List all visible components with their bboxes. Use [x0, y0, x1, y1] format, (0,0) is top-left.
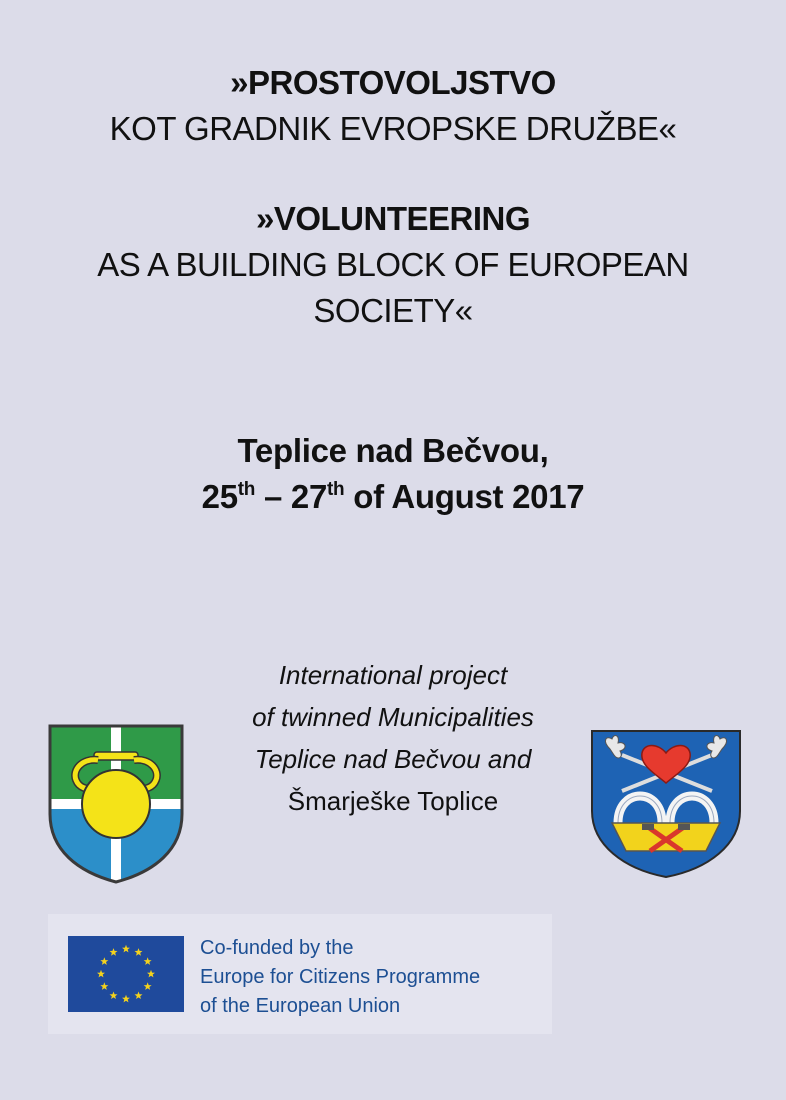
event-day-end: 27	[290, 478, 327, 515]
project-description	[180, 654, 606, 822]
teplice-nad-becvou-coat-of-arms-icon	[588, 727, 744, 879]
eu-funding-box	[48, 914, 552, 1034]
event-day-end-suffix: th	[327, 479, 345, 500]
english-title	[0, 196, 786, 334]
event-dates	[0, 474, 786, 520]
slovenian-title-line1: »PROSTOVOLJSTVO	[230, 64, 556, 101]
event-day-start: 25	[201, 478, 238, 515]
project-line1: International project	[278, 660, 508, 690]
event-place: Teplice nad Bečvou,	[237, 432, 549, 469]
english-title-line1: »VOLUNTEERING	[255, 200, 531, 237]
eu-funding-line3: of the European Union	[200, 995, 401, 1017]
slovenian-title	[0, 60, 786, 152]
english-title-line2: AS A BUILDING BLOCK OF EUROPEAN	[97, 246, 689, 283]
event-details	[0, 428, 786, 520]
english-title-line3: SOCIETY«	[313, 292, 473, 329]
event-date-dash: –	[255, 478, 291, 515]
project-line2: of twinned Municipalities	[252, 702, 534, 732]
project-line3: Teplice nad Bečvou and	[254, 744, 532, 774]
event-day-start-suffix: th	[237, 479, 256, 500]
eu-funding-text	[200, 934, 480, 1021]
eu-funding-line2: Europe for Citizens Programme	[200, 966, 481, 988]
eu-flag-icon	[68, 936, 184, 1012]
eu-funding-line1: Co-funded by the	[200, 937, 354, 959]
slovenian-title-line2: KOT GRADNIK EVROPSKE DRUŽBE«	[109, 110, 677, 147]
project-line4: Šmarješke Toplice	[287, 786, 499, 816]
smarjeske-toplice-coat-of-arms-icon	[46, 722, 186, 886]
event-month-year: of August 2017	[344, 478, 585, 515]
